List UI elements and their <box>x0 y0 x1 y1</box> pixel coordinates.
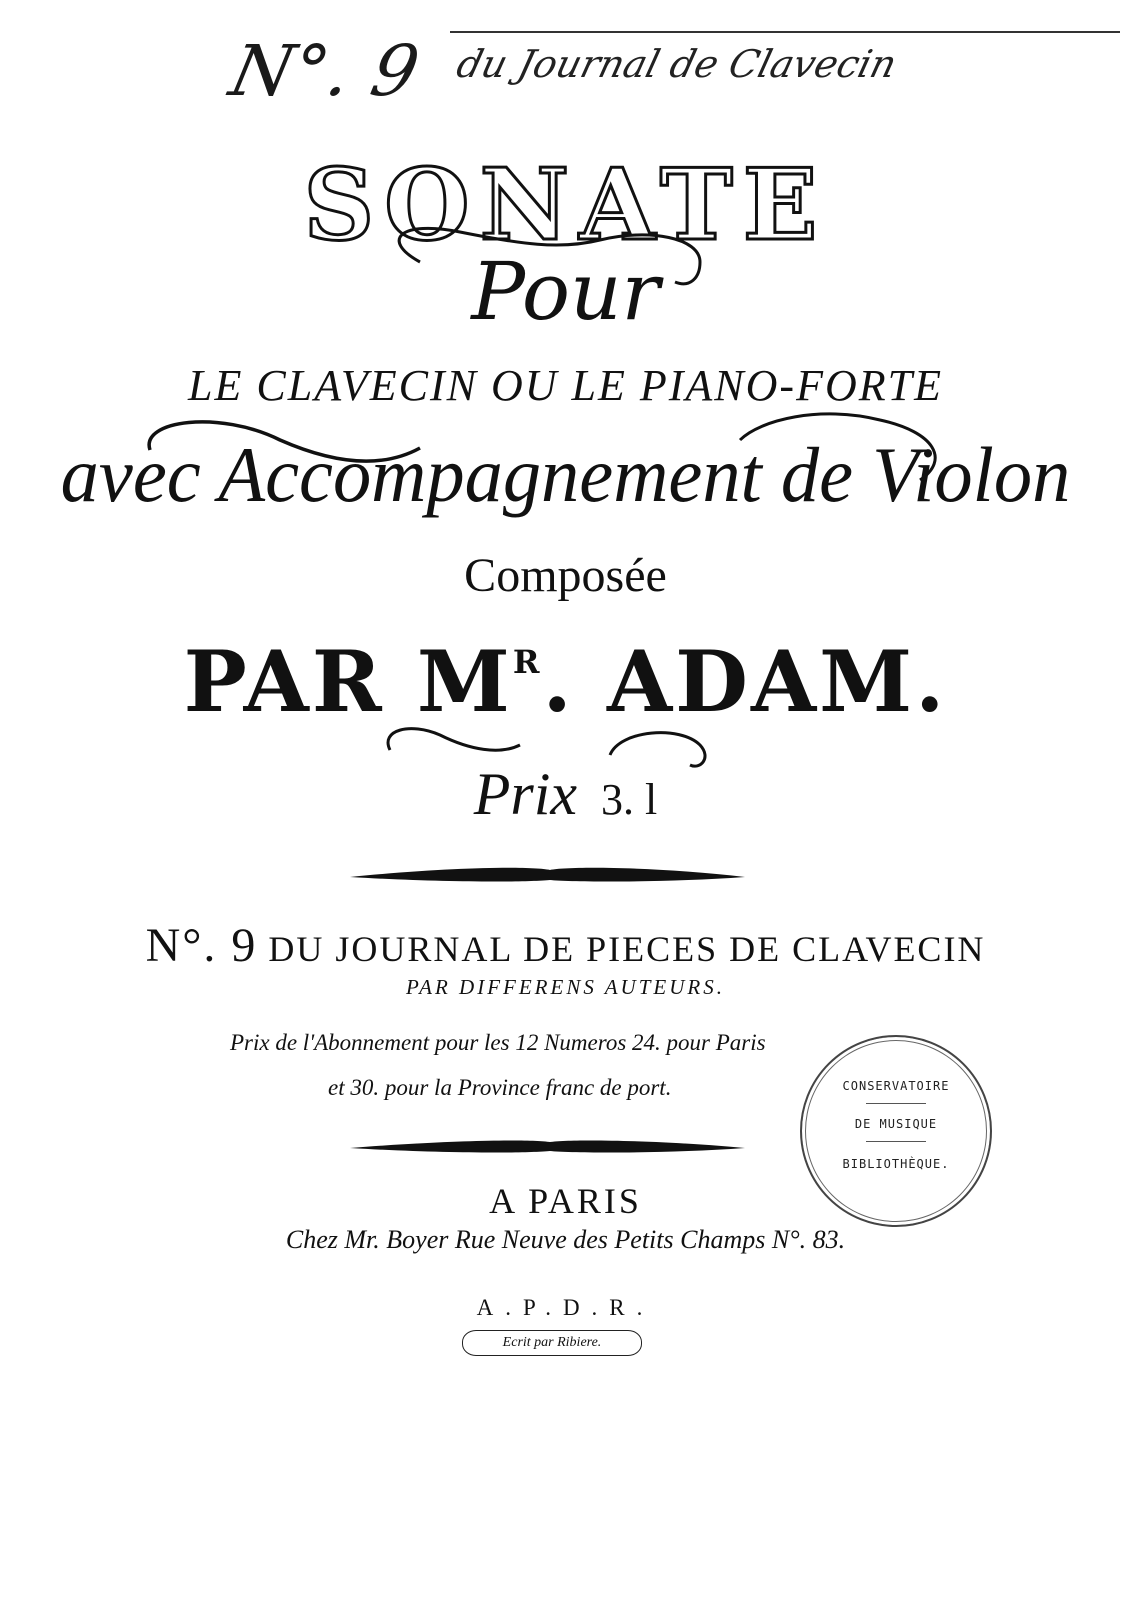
handwritten-note: du Journal de Clavecin <box>452 42 902 86</box>
publisher-line: Chez Mr. Boyer Rue Neuve des Petits Champs N°. 83. <box>285 1225 846 1254</box>
composer-name: . ADAM. <box>542 632 948 731</box>
pour-label: Pour <box>471 245 660 338</box>
stamp-divider <box>866 1103 926 1104</box>
stamp-divider <box>866 1141 926 1142</box>
composer-line <box>0 632 1131 731</box>
engraver-cartouche: Ecrit par Ribiere. <box>462 1330 642 1356</box>
library-stamp <box>800 1035 992 1227</box>
stamp-line-3: BIBLIOTHÈQUE. <box>842 1157 950 1171</box>
page-title: SONATE <box>303 148 828 263</box>
price-amount: 3. l <box>601 775 658 824</box>
price-label: Prix <box>473 761 578 827</box>
handwritten-number: N°. 9 <box>223 30 427 112</box>
privilege-line: A.P.D.R. <box>476 1295 655 1320</box>
stamp-line-1: CONSERVATOIRE <box>842 1079 950 1093</box>
city-line: A PARIS <box>489 1181 642 1221</box>
composer-sup: R <box>512 643 543 681</box>
subscription-line-2: et 30. pour la Province franc de port. <box>328 1075 672 1100</box>
instrument-line: LE CLAVECIN OU LE PIANO-FORTE <box>188 361 943 410</box>
journal-title: DU JOURNAL DE PIECES DE CLAVECIN <box>268 929 986 969</box>
journal-number: N°. 9 <box>145 919 258 972</box>
authors-line: PAR DIFFERENS AUTEURS. <box>406 975 725 999</box>
stamp-line-2: DE MUSIQUE <box>854 1117 938 1131</box>
subscription-line-1: Prix de l'Abonnement pour les 12 Numeros 24. pour Paris <box>230 1030 766 1055</box>
composer-par: PAR M <box>183 632 513 731</box>
composee-label: Composée <box>464 549 667 602</box>
price-line <box>0 760 1131 829</box>
journal-line <box>0 918 1131 973</box>
accompaniment-line: avec Accompagnement de Violon <box>60 431 1071 518</box>
